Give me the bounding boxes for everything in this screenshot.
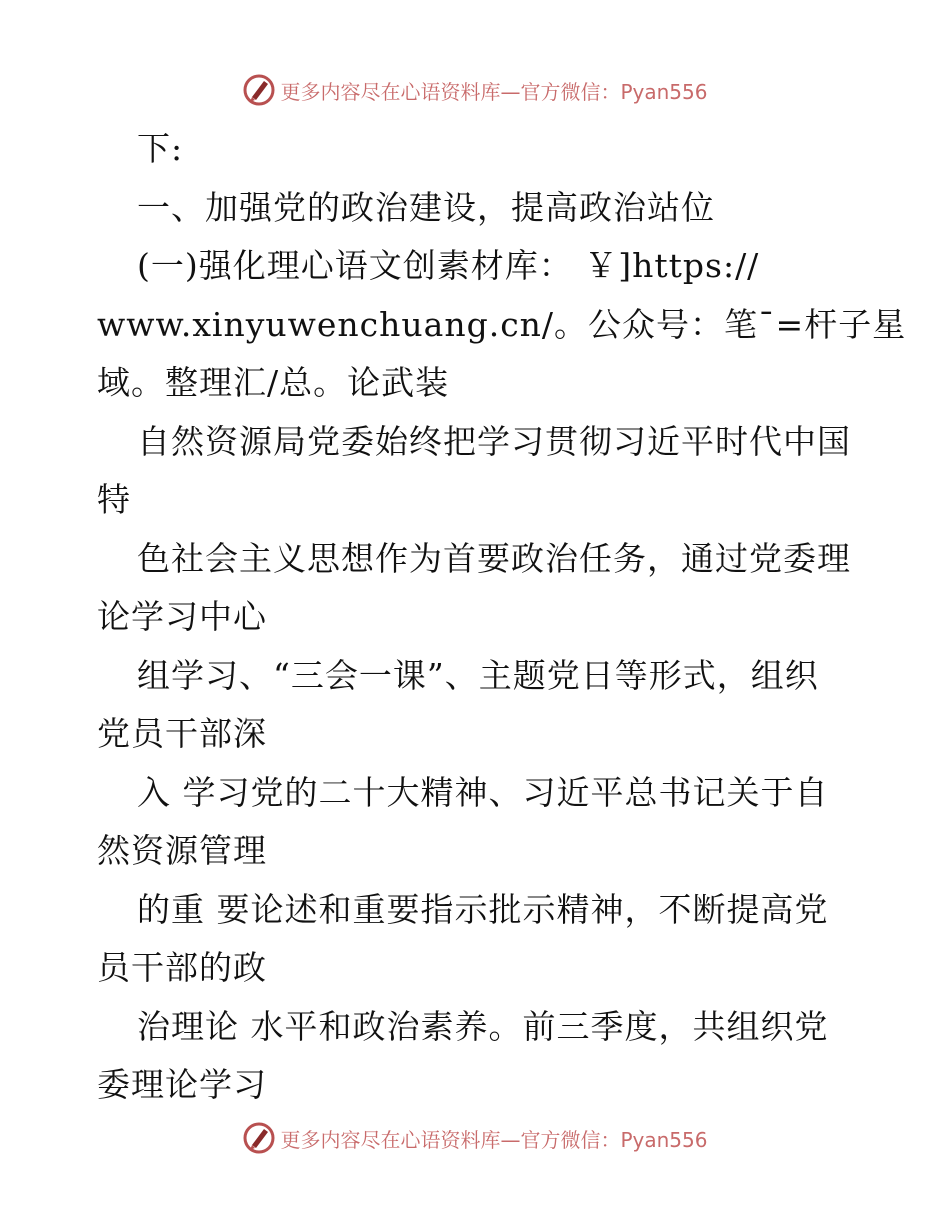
text-line: 一、加强党的政治建设，提高政治站位 (137, 187, 715, 227)
text-line: 员干部的政 (97, 948, 267, 987)
footer-watermark (0, 1118, 950, 1158)
text-line: 委理论学习 (97, 1065, 267, 1104)
watermark-text: 更多内容尽在心语资料库—官方微信：Pyan556 (280, 1127, 708, 1152)
pen-circle-logo-icon (242, 73, 276, 107)
text-line: 下: (137, 129, 184, 168)
text-line: 论学习中心 (97, 597, 267, 636)
document-body (97, 120, 907, 1115)
text-line: 入 学习党的二十大精神、习近平总书记关于自 (137, 772, 829, 812)
text-line: 组学习、“三会一课”、主题党日等形式，组织 (137, 655, 819, 695)
text-line: 治理论 水平和政治素养。前三季度，共组织党 (137, 1006, 829, 1046)
header-watermark (0, 70, 950, 110)
text-line: 党员干部深 (97, 714, 267, 753)
text-line: 域。整理汇/总。论武装 (97, 363, 450, 402)
text-line: 然资源管理 (97, 831, 267, 870)
pen-circle-logo-icon (242, 1121, 276, 1155)
text-line: 特 (97, 480, 131, 519)
watermark-text: 更多内容尽在心语资料库—官方微信：Pyan556 (280, 79, 708, 104)
text-line: 的重 要论述和重要指示批示精神，不断提高党 (137, 889, 829, 929)
text-line: 自然资源局党委始终把学习贯彻习近平时代中国 (137, 421, 851, 461)
text-line: 色社会主义思想作为首要政治任务，通过党委理 (137, 538, 851, 578)
text-line: www.xinyuwenchuang.cn/。公众号：笔¯=杆子星 (97, 304, 907, 344)
text-line: (一)强化理心语文创素材库： ￥]https:// (137, 246, 760, 285)
